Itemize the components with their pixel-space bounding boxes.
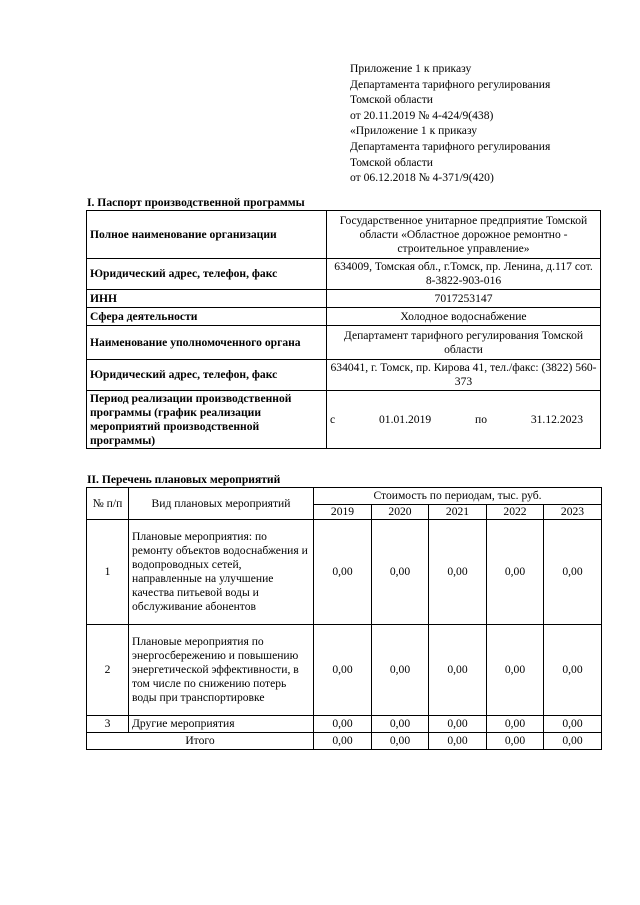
row-value: 0,00 — [487, 716, 544, 733]
row-value: 0,00 — [429, 625, 487, 716]
header-cost: Стоимость по периодам, тыс. руб. — [314, 488, 602, 505]
total-label: Итого — [87, 733, 314, 750]
annex-line: Приложение 1 к приказу — [350, 62, 472, 75]
year-header: 2019 — [314, 505, 372, 520]
section-2-title: II. Перечень плановых мероприятий — [87, 473, 281, 486]
row-value: 0,00 — [314, 520, 372, 625]
annex-line: Томской области — [350, 155, 433, 169]
total-value: 0,00 — [314, 733, 372, 750]
row-value: 0,00 — [314, 716, 372, 733]
row-value: 0,00 — [372, 625, 429, 716]
row-num: 2 — [87, 625, 129, 716]
header-kind: Вид плановых мероприятий — [129, 488, 314, 520]
table-row — [87, 391, 601, 449]
row-value: 0,00 — [314, 625, 372, 716]
row-value: 7017253147 — [327, 290, 601, 308]
period-from-word: с — [330, 412, 336, 426]
table-row — [87, 290, 601, 308]
annex-line: от 20.11.2019 № 4-424/9(438) — [350, 108, 494, 122]
row-label: Сфера деятельности — [87, 308, 327, 326]
row-value: Департамент тарифного регулирования Томской области — [327, 326, 601, 360]
total-value: 0,00 — [372, 733, 429, 750]
row-value: 0,00 — [372, 716, 429, 733]
measures-table — [86, 487, 602, 750]
period-value — [327, 391, 601, 449]
row-label: Полное наименование организации — [87, 211, 327, 259]
table-row — [87, 211, 601, 259]
header-row — [87, 488, 602, 505]
row-value: 0,00 — [487, 520, 544, 625]
period-label: Период реализации производственной программы (график реализации мероприятий производственной программы) — [87, 391, 327, 449]
table-row — [87, 326, 601, 360]
table-row — [87, 308, 601, 326]
annex-header — [350, 61, 610, 186]
annex-line: Томской области — [350, 93, 433, 107]
row-value: 634009, Томская обл., г.Томск, пр. Ленина, д.117 сот. 8-3822-903-016 — [327, 259, 601, 290]
header-num: № п/п — [87, 488, 129, 520]
row-value: 0,00 — [372, 520, 429, 625]
period-to-date: 31.12.2023 — [530, 412, 583, 426]
row-num: 1 — [87, 520, 129, 625]
total-row — [87, 733, 602, 750]
period-to-word: по — [474, 412, 487, 426]
table-row — [87, 360, 601, 391]
row-value: Государственное унитарное предприятие Томской области «Областное дорожное ремонтно - строительное управление» — [327, 211, 601, 259]
row-label: Юридический адрес, телефон, факс — [87, 259, 327, 290]
row-name: Другие мероприятия — [129, 716, 314, 733]
annex-line: Департамента тарифного регулирования — [350, 77, 551, 91]
row-value: 0,00 — [544, 520, 602, 625]
row-name: Плановые мероприятия: по ремонту объектов водоснабжения и водопроводных сетей, направленные на улучшение качества питьевой воды и обслуживание абонентов — [129, 520, 314, 625]
row-label: Наименование уполномоченного органа — [87, 326, 327, 360]
period-from-date: 01.01.2019 — [378, 412, 432, 426]
total-value: 0,00 — [544, 733, 602, 750]
annex-line: «Приложение 1 к приказу — [350, 124, 478, 138]
passport-table — [86, 210, 601, 449]
row-value: 0,00 — [487, 625, 544, 716]
annex-line: от 06.12.2018 № 4-371/9(420) — [350, 171, 494, 185]
year-header: 2023 — [544, 505, 602, 520]
row-label: Юридический адрес, телефон, факс — [87, 360, 327, 391]
row-value: 0,00 — [544, 625, 602, 716]
table-row — [87, 259, 601, 290]
year-header: 2020 — [372, 505, 429, 520]
section-1-title: I. Паспорт производственной программы — [87, 196, 305, 209]
year-header: 2022 — [487, 505, 544, 520]
row-value: 634041, г. Томск, пр. Кирова 41, тел./факс: (3822) 560-373 — [327, 360, 601, 391]
total-value: 0,00 — [487, 733, 544, 750]
row-value: Холодное водоснабжение — [327, 308, 601, 326]
row-value: 0,00 — [429, 716, 487, 733]
year-header: 2021 — [429, 505, 487, 520]
total-value: 0,00 — [429, 733, 487, 750]
row-num: 3 — [87, 716, 129, 733]
table-row — [87, 716, 602, 733]
annex-line: Департамента тарифного регулирования — [350, 139, 551, 153]
row-label: ИНН — [87, 290, 327, 308]
table-row — [87, 520, 602, 625]
row-value: 0,00 — [544, 716, 602, 733]
row-value: 0,00 — [429, 520, 487, 625]
table-row — [87, 625, 602, 716]
row-name: Плановые мероприятия по энергосбережению и повышению энергетической эффективности, в том числе по снижению потерь воды при транспортировке — [129, 625, 314, 716]
